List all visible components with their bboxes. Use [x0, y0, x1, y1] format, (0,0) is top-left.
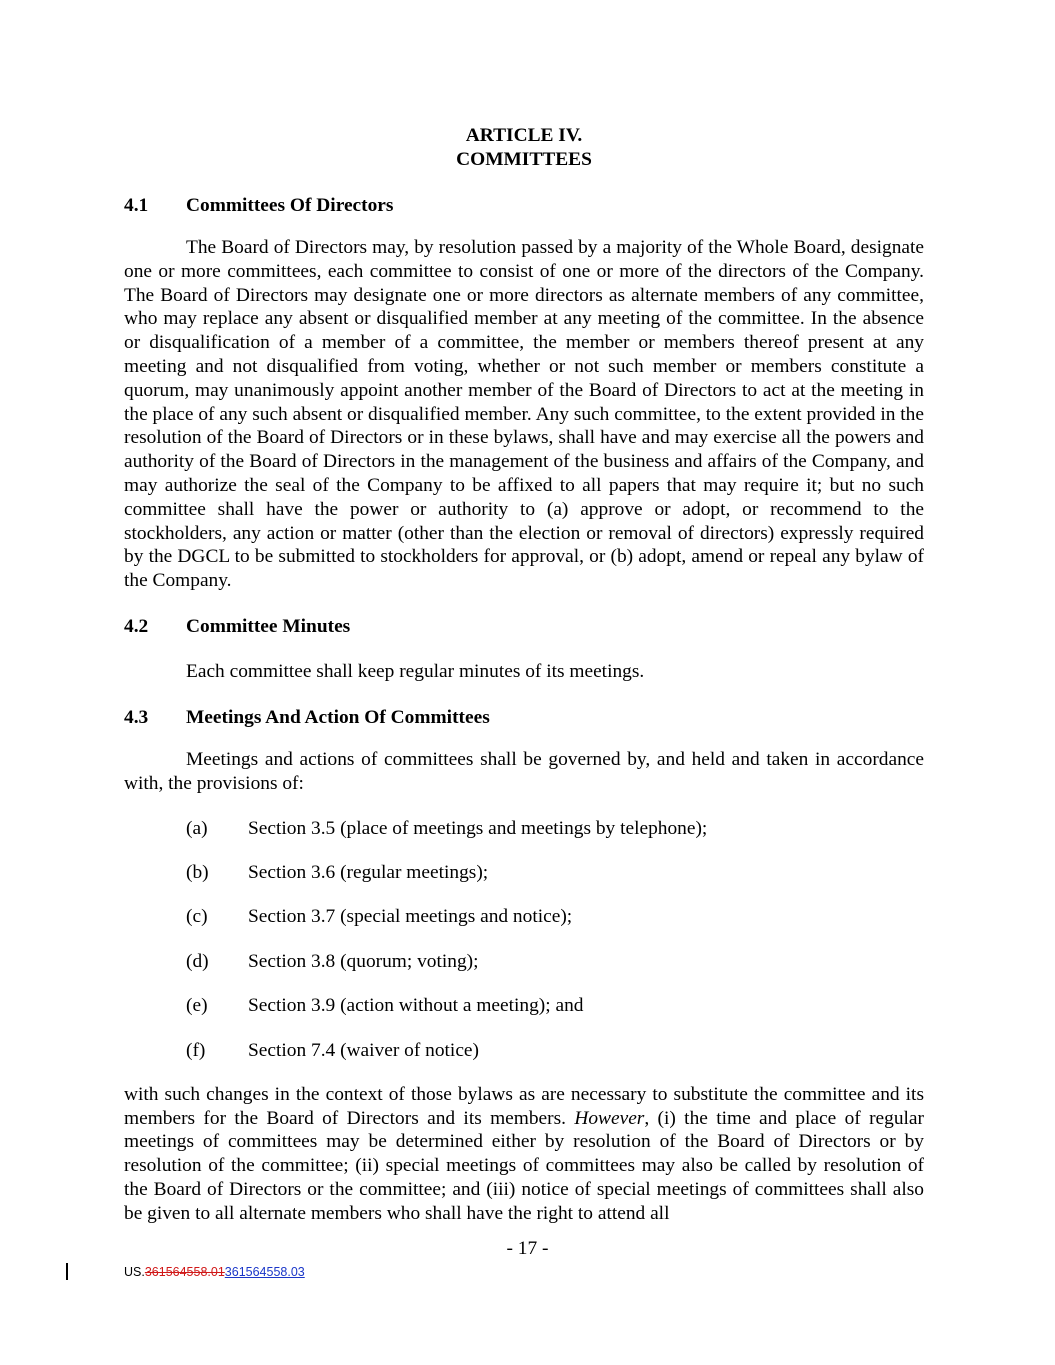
- list-item-label: (a): [186, 817, 208, 839]
- document-id-footer: [124, 1264, 305, 1280]
- list-item-text: Section 3.5 (place of meetings and meetings by telephone);: [248, 817, 708, 839]
- section-number: 4.1: [124, 195, 149, 216]
- article-subtitle: COMMITTEES: [456, 149, 592, 170]
- article-heading: [124, 124, 924, 172]
- list-item: [124, 905, 924, 929]
- page-number: - 17 -: [506, 1238, 549, 1259]
- closing-text-start: with such changes in the context of those bylaws as are necessary to substitute the committee and its members for the Board of Directors and its members.: [124, 1083, 924, 1129]
- doc-id-deleted: 361564558.01: [144, 1265, 225, 1279]
- list-item-label: (d): [186, 950, 209, 972]
- section-title: Meetings And Action Of Committees: [186, 706, 490, 728]
- section-heading-4-3: [124, 706, 924, 730]
- list-item: [124, 861, 924, 885]
- list-item: [124, 994, 924, 1018]
- list-item-label: (e): [186, 995, 208, 1017]
- list-item: [124, 1039, 924, 1063]
- list-item-label: (b): [186, 861, 209, 883]
- section-body-4-1: The Board of Directors may, by resolution passed by a majority of the Whole Board, designate one or more committees, each committee to consist of one or more of the directors of the Company. The Board of Directors may designate one or more directors as alternate members of any committee, who may replace any absent or disqualified member at any meeting of the committee. In the absence or disqualification of a member of a committee, the member or members thereof present at any meeting and not disqualified from voting, whether or not such member or members constitute a quorum, may unanimously appoint another member of the Board of Directors to act at the meeting in the place of any such absent or disqualified member. Any such committee, to the extent provided in the resolution of the Board of Directors or in these bylaws, shall have and may exercise all the powers and authority of the Board of Directors in the management of the business and affairs of the Company, and may authorize the seal of the Company to be affixed to all papers that may require it; but no such committee shall have the power or authority to (a) approve or adopt, or recommend to the stockholders, any action or matter (other than the election or removal of directors) expressly required by the DGCL to be submitted to stockholders for approval, or (b) adopt, amend or repeal any bylaw of the Company.: [124, 237, 924, 592]
- section-intro-4-3: Meetings and actions of committees shall be governed by, and held and taken in accordance with, the provisions of:: [124, 748, 924, 794]
- closing-italic-word: However: [574, 1107, 645, 1129]
- list-item-label: (f): [186, 1039, 206, 1061]
- section-closing-4-3: [124, 1083, 924, 1226]
- list-item-text: Section 3.9 (action without a meeting); and: [248, 995, 584, 1017]
- section-number: 4.3: [124, 706, 149, 728]
- list-item-label: (c): [186, 906, 208, 928]
- doc-id-inserted: 361564558.03: [224, 1265, 305, 1279]
- doc-id-prefix: US.: [124, 1265, 145, 1279]
- list-item-text: Section 7.4 (waiver of notice): [248, 1039, 479, 1061]
- list-item: [124, 817, 924, 841]
- section-heading-4-2: [124, 615, 924, 639]
- closing-text-end: , (i) the time and place of regular meetings of committees may be determined either by resolution of the Board of Directors or by resolution of the committee; (ii) special meetings of committees may also be called by resolution of the Board of Directors or the committee; and (iii) notice of special meetings of committees shall also be given to all alternate members who shall have the right to attend all: [124, 1107, 924, 1224]
- section-number: 4.2: [124, 615, 149, 637]
- section-heading-4-1: [124, 194, 924, 218]
- list-item: [124, 950, 924, 974]
- change-bar: [66, 1263, 68, 1280]
- list-item-text: Section 3.8 (quorum; voting);: [248, 950, 479, 972]
- list-item-text: Section 3.7 (special meetings and notice);: [248, 906, 573, 928]
- section-title: Committee Minutes: [186, 615, 351, 637]
- document-page: [124, 124, 924, 1226]
- article-title: ARTICLE IV.: [465, 125, 583, 146]
- section-body-4-2: Each committee shall keep regular minutes of its meetings.: [186, 660, 645, 682]
- section-title: Committees Of Directors: [186, 195, 394, 216]
- list-item-text: Section 3.6 (regular meetings);: [248, 861, 489, 883]
- provisions-list: [124, 817, 924, 1063]
